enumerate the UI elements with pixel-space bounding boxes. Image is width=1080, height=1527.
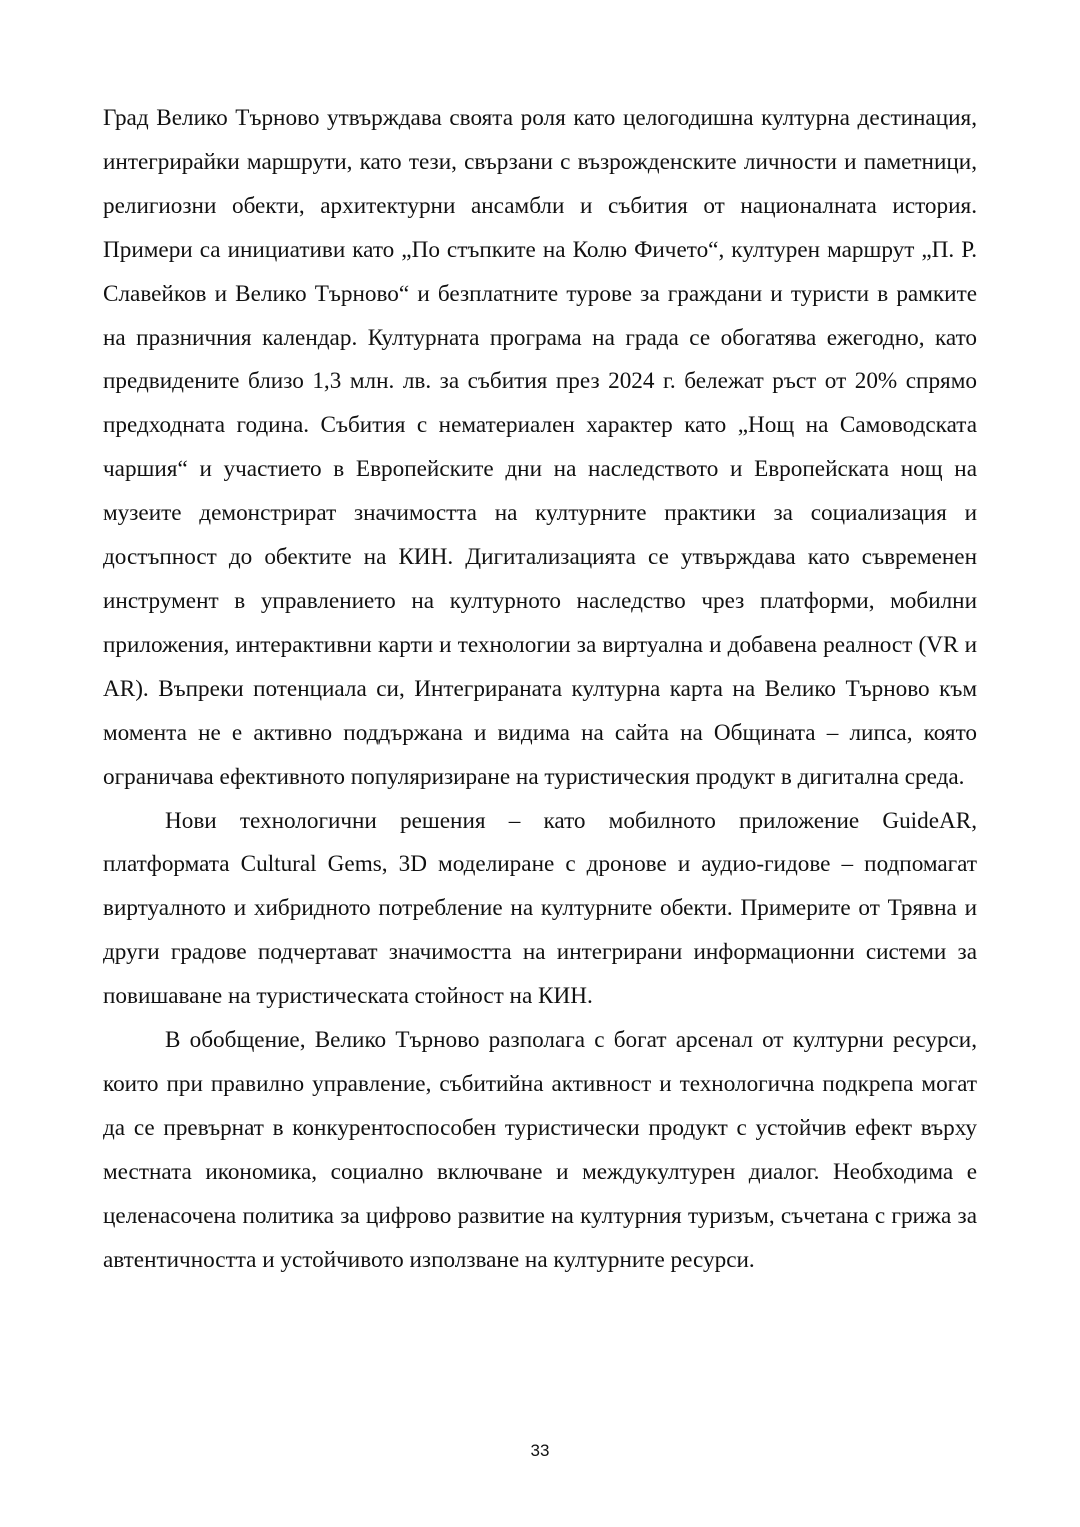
page-number: 33 [530, 1441, 550, 1460]
paragraph-3: В обобщение, Велико Търново разполага с богат арсенал от културни ресурси, които при правилно управление, събитийна активност и технологична подкрепа могат да се превърнат в конкурентоспособен туристически продукт с устойчив ефект върху местната икономика, социално включване и междукултурен диалог. Необходима е целенасочена политика за цифрово развитие на културния туризъм, съчетана с грижа за автентичността и устойчивото използване на културните ресурси. [103, 1027, 977, 1273]
body-text [103, 97, 977, 1282]
paragraph-2: Нови технологични решения – като мобилното приложение GuideAR, платформата Cultural Gems, 3D моделиране с дронове и аудио-гидове – подпомагат виртуалното и хибридното потребление на културните обекти. Примерите от Трявна и други градове подчертават значимостта на интегрирани информационни системи за повишаване на туристическата стойност на КИН. [103, 807, 977, 1010]
paragraph-1: Град Велико Търново утвърждава своята роля като целогодишна културна дестинация, интегрирайки маршрути, като тези, свързани с възрожденските личности и паметници, религиозни обекти, архитектурни ансамбли и събития от националната история. Примери са инициативи като „По стъпките на Колю Фичето“, културен маршрут „П. Р. Славейков и Велико Търново“ и безплатните турове за граждани и туристи в рамките на празничния календар. Културната програма на града се обогатява ежегодно, като предвидените близо 1,3 млн. лв. за събития през 2024 г. бележат ръст от 20% спрямо предходната година. Събития с нематериален характер като „Нощ на Самоводската чаршия“ и участието в Европейските дни на наследството и Европейската нощ на музеите демонстрират значимостта на културните практики за социализация и достъпност до обектите на КИН. Дигитализацията се утвърждава като съвременен инструмент в управлението на културното наследство чрез платформи, мобилни приложения, интерактивни карти и технологии за виртуална и добавена реалност (VR и AR). Въпреки потенциала си, Интегрираната културна карта на Велико Търново към момента не е активно поддържана и видима на сайта на Общината – липса, която ограничава ефективното популяризиране на туристическия продукт в дигитална среда. [103, 105, 977, 790]
